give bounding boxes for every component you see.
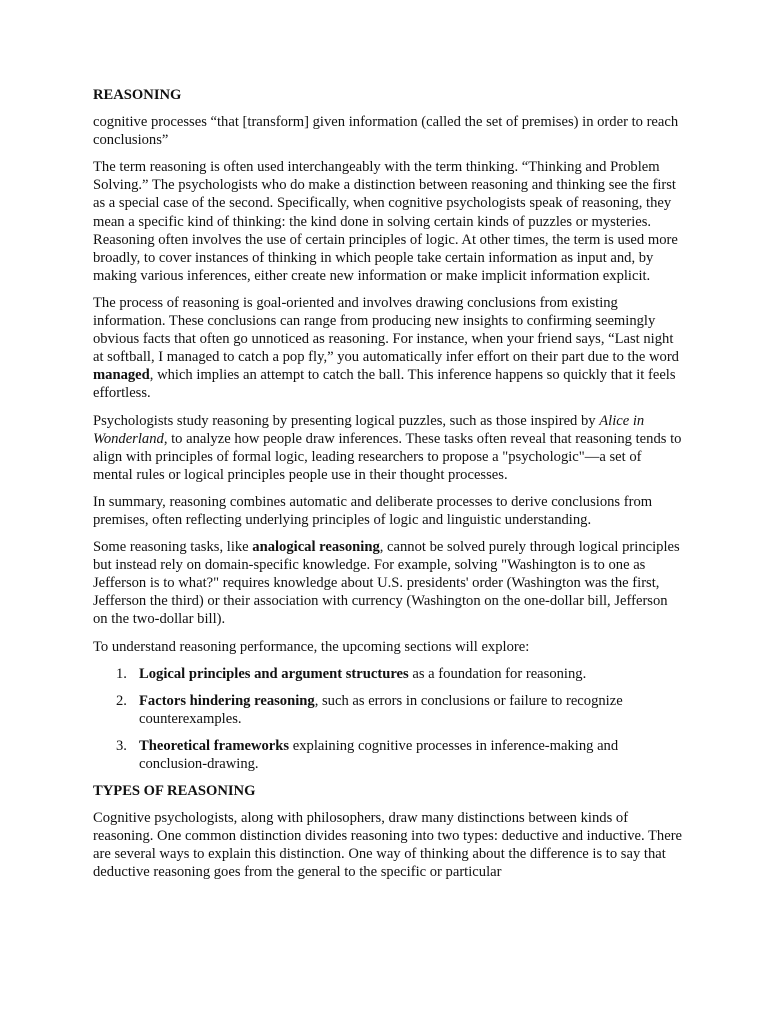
section-heading-reasoning: REASONING xyxy=(93,87,182,103)
text-run: Some reasoning tasks, like xyxy=(93,539,253,556)
bold-term-analogical-reasoning: analogical reasoning xyxy=(252,539,380,556)
bold-term-managed: managed xyxy=(93,367,150,384)
text-run: The process of reasoning is goal-oriented and involves drawing conclusions from existing information. These conclusions can range from producing new insights to confirming seemingly obvious facts that often go unnoticed as reasoning. For instance, when your friend says, “Last night at softball, I managed to catch a pop fly,” you automatically infer effort on their part due to the word xyxy=(93,294,679,366)
text-run: , which implies an attempt to catch the ball. This inference happens so quickly that it feels effortless. xyxy=(93,367,676,402)
italic-title-alice: Alice in Wonderland xyxy=(93,412,645,447)
paragraph-logical-puzzles xyxy=(93,412,683,484)
list-item-bold: Theoretical frameworks xyxy=(139,737,290,754)
numbered-list xyxy=(93,665,683,773)
list-item-text: explaining cognitive processes in inference-making and conclusion-drawing. xyxy=(139,737,619,772)
text-run: , cannot be solved purely through logical principles but instead rely on domain-specific knowledge. For example, solving "Washington is to one as Jefferson is to what?" requires knowledge about U.S. presidents' order (Washington was the first, Jefferson the third) or their association with currency (Washington on the one-dollar bill, Jefferson on the two-dollar bill). xyxy=(93,539,680,628)
document-page xyxy=(93,86,683,891)
paragraph-summary: In summary, reasoning combines automatic and deliberate processes to derive conclusions from premises, often reflecting underlying principles of logic and linguistic understanding. xyxy=(93,493,653,528)
list-item xyxy=(93,665,683,683)
list-item xyxy=(93,692,683,728)
paragraph-analogical-reasoning xyxy=(93,538,683,628)
list-item xyxy=(93,737,683,773)
text-run: , to analyze how people draw inferences. These tasks often reveal that reasoning tends to align with principles of formal logic, leading researchers to propose a "psychologic"—a set of mental rules or logical principles people use in their thought processes. xyxy=(93,430,682,483)
paragraph-reasoning-vs-thinking: The term reasoning is often used interchangeably with the term thinking. “Thinking and Problem Solving.” The psychologists who do make a distinction between reasoning and thinking see the first as a special case of the second. Specifically, when cognitive psychologists speak of reasoning, they mean a specific kind of thinking: the kind done in solving certain kinds of puzzles or mysteries. Reasoning often involves the use of certain principles of logic. At other times, the term is used more broadly, to cover instances of thinking in which people take certain information as input and, by making various inferences, either create new information or make implicit information explicit. xyxy=(93,159,678,284)
definition-paragraph: cognitive processes “that [transform] given information (called the set of premises) in order to reach conclusions” xyxy=(93,114,679,149)
list-item-bold: Factors hindering reasoning xyxy=(139,692,315,709)
list-item-text: , such as errors in conclusions or failure to recognize counterexamples. xyxy=(139,692,623,727)
list-item-bold: Logical principles and argument structures xyxy=(139,665,409,682)
paragraph-goal-oriented xyxy=(93,294,683,403)
text-run: Psychologists study reasoning by presenting logical puzzles, such as those inspired by xyxy=(93,412,600,429)
paragraph-deductive-inductive: Cognitive psychologists, along with philosophers, draw many distinctions between kinds of reasoning. One common distinction divides reasoning into two types: deductive and inductive. There are several ways to explain this distinction. One way of thinking about the difference is to say that deductive reasoning goes from the general to the specific or particular xyxy=(93,810,683,881)
list-number: 1. xyxy=(116,665,127,682)
list-number: 2. xyxy=(116,692,127,709)
list-number: 3. xyxy=(116,737,127,754)
list-item-text: as a foundation for reasoning. xyxy=(408,665,587,682)
paragraph-upcoming-sections: To understand reasoning performance, the upcoming sections will explore: xyxy=(93,638,530,655)
section-heading-types-of-reasoning: TYPES OF REASONING xyxy=(93,783,256,800)
